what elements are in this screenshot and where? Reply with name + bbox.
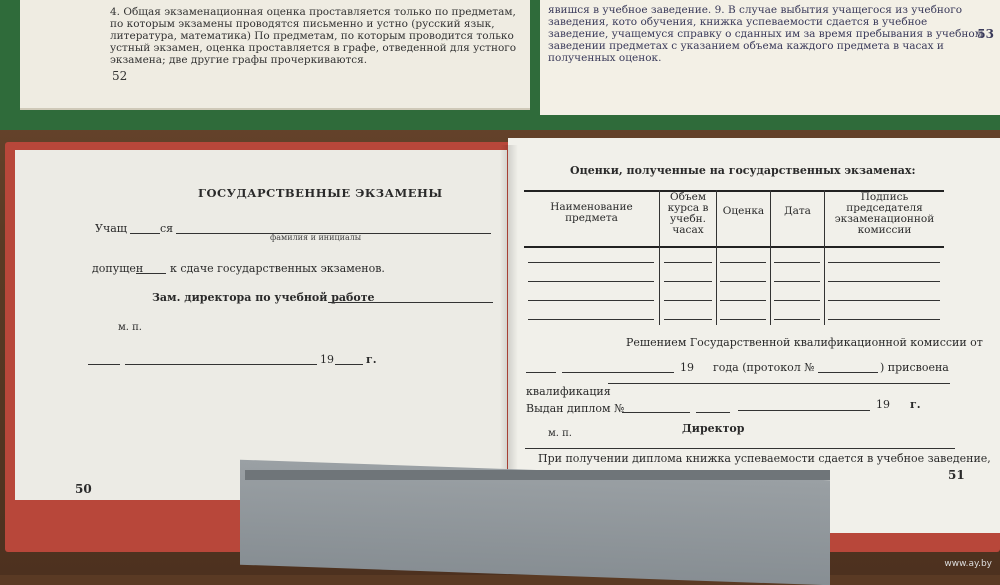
student-gender-blank (130, 233, 160, 234)
director-label: Директор (682, 422, 745, 435)
watermark: www.ay.by (944, 559, 992, 569)
date-month-line (125, 364, 317, 365)
right-page-number: 51 (948, 468, 965, 482)
back-book-right-page (540, 0, 1000, 115)
left-page-number: 50 (75, 482, 92, 496)
director-signature-line (525, 448, 955, 449)
back-left-paragraph: 4. Общая экзаменационная оценка проставляется только по предметам, по которым экзамены проводятся письменно и устно (русский язык, литература, математика) По предметам, по которым проводится только устный экзамен, оценка проставляется в графе, отведенной для устного экзамена; две другие графы прочеркиваются. (110, 6, 517, 66)
deputy-director-label: Зам. директора по учебной работе (152, 291, 375, 304)
book-gutter (500, 145, 518, 495)
col-header-subject: Наименование предмета (550, 201, 633, 224)
admitted-blank (136, 273, 166, 274)
protocol-number-line (818, 372, 878, 373)
decision-month-line (562, 372, 674, 373)
back-right-page-number: 53 (977, 27, 994, 41)
col-header-grade: Оценка (722, 205, 765, 217)
assigned-text: ) присвоена (880, 361, 949, 374)
left-page (15, 150, 507, 500)
footer-text: При получении диплома книжка успеваемости сдается в учебное заведение, (538, 452, 991, 465)
grades-table (524, 190, 944, 325)
year-suffix: г. (366, 353, 377, 366)
admitted-label: допущен (92, 262, 144, 275)
diploma-number-line (622, 412, 690, 413)
year-prefix: 19 (320, 353, 334, 366)
col-header-signature: Подпись председателя экзаменационной комиссии (834, 191, 935, 236)
back-book-left-page (20, 0, 530, 110)
stamp-label: м. п. (118, 322, 142, 333)
diploma-day-line (696, 412, 730, 413)
qualification-line (608, 383, 950, 384)
col-header-hours: Объем курса в учебн. часах (667, 191, 709, 236)
col-header-date: Дата (784, 205, 811, 217)
right-stamp-label: м. п. (548, 428, 572, 439)
grades-table-title: Оценки, полученные на государственных экзаменах: (570, 164, 916, 177)
student-prefix: Учащ (95, 222, 128, 235)
date-day-line (88, 364, 120, 365)
page-title: ГОСУДАРСТВЕННЫЕ ЭКЗАМЕНЫ (198, 186, 443, 200)
back-left-page-number: 52 (112, 69, 128, 83)
diploma-g: г. (910, 398, 921, 411)
qualification-label: квалификация (526, 385, 611, 398)
decision-year-label: 19 (680, 361, 694, 374)
decision-day-line (526, 372, 556, 373)
fio-caption: фамилия и инициалы (270, 233, 362, 242)
grey-book-edge (245, 470, 830, 480)
diploma-year: 19 (876, 398, 890, 411)
student-suffix: ся (160, 222, 174, 235)
admitted-suffix: к сдаче государственных экзаменов. (170, 262, 385, 275)
decision-text: Решением Государственной квалификационной комиссии от (626, 336, 983, 349)
deputy-signature-line (328, 302, 493, 303)
diploma-label: Выдан диплом № (526, 402, 625, 415)
back-right-paragraph: явишся в учебное заведение. 9. В случае выбытия учащегося из учебного заведения, кото обучения, книжка успеваемости сдается в учебное заведение, учащемуся справку о сданных им за время пребывания в учебном заведении предметах с указанием объема каждого предмета в часах и полученных оценок. (548, 4, 983, 64)
diploma-month-line (738, 410, 870, 411)
table-header-rule (524, 246, 944, 248)
decision-year-text: года (протокол № (713, 361, 815, 374)
year-blank (335, 364, 363, 365)
